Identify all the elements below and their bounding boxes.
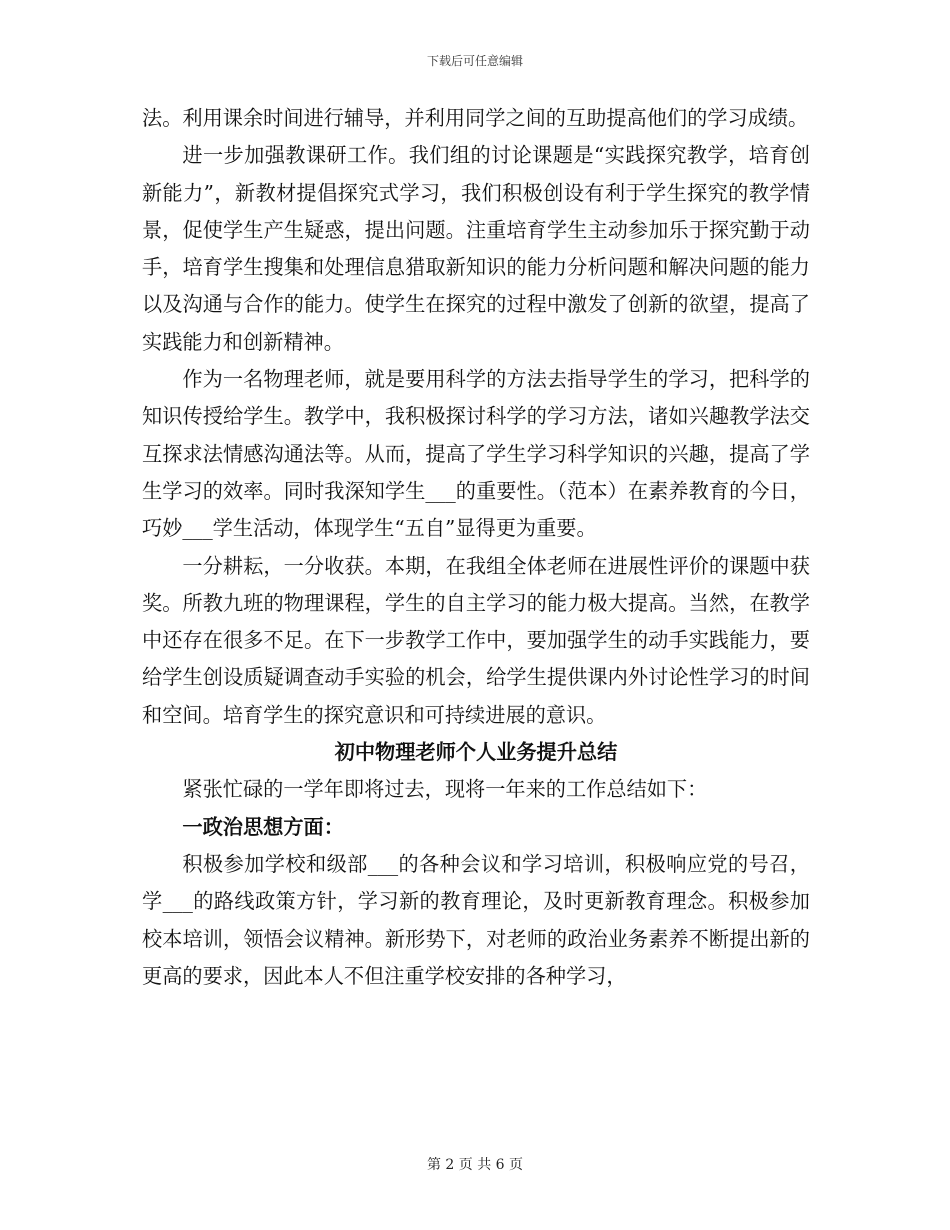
- paragraph-physics-teacher: 作为一名物理老师，就是要用科学的方法去指导学生的学习，把科学的知识传授给学生。教学中，我积极探讨科学的学习方法，诸如兴趣教学法交互探求法情感沟通法等。从而，提高了学生学习科学知识的兴趣，提高了学生学习的效率。同时我深知学生___的重要性。（范本）在素养教育的今日，巧妙___学生活动，体现学生“五自”显得更为重要。: [142, 367, 810, 541]
- paragraph-continuation: 法。利用课余时间进行辅导，并利用同学之间的互助提高他们的学习成绩。: [142, 106, 809, 130]
- paragraph-harvest: 一分耕耘，一分收获。本期，在我组全体老师在进展性评价的课题中获奖。所教九班的物理课程，学生的自主学习的能力极大提高。当然，在教学中还存在很多不足。在下一步教学工作中，要加强学生的动手实践能力，要给学生创设质疑调查动手实验的机会，给学生提供课内外讨论性学习的时间和空间。培育学生的探究意识和可持续进展的意识。: [142, 553, 810, 727]
- page-footer: 第 2 页 共 6 页: [426, 1157, 524, 1173]
- paragraph-teaching-research: 进一步加强教课研工作。我们组的讨论课题是“实践探究教学，培育创新能力”，新教材提倡探究式学习，我们积极创设有利于学生探究的教学情景，促使学生产生疑惑，提出问题。注重培育学生主动参加乐于探究勤于动手，培育学生搜集和处理信息猎取新知识的能力分析问题和解决问题的能力以及沟通与合作的能力。使学生在探究的过程中激发了创新的欲望，提高了实践能力和创新精神。: [142, 143, 810, 354]
- document-title: 初中物理老师个人业务提升总结: [334, 740, 618, 765]
- document-body: [142, 100, 810, 995]
- page-header: 下载后可任意编辑: [426, 54, 523, 68]
- section-heading-politics: 一政治思想方面：: [182, 814, 344, 839]
- paragraph-politics: 积极参加学校和级部___的各种会议和学习培训，积极响应党的号召，学___的路线政策方针，学习新的教育理论，及时更新教育理念。积极参加校本培训，领悟会议精神。新形势下，对老师的政治业务素养不断提出新的更高的要求，因此本人不但注重学校安排的各种学习，: [142, 851, 810, 988]
- paragraph-intro: 紧张忙碌的一学年即将过去，现将一年来的工作总结如下：: [182, 777, 708, 802]
